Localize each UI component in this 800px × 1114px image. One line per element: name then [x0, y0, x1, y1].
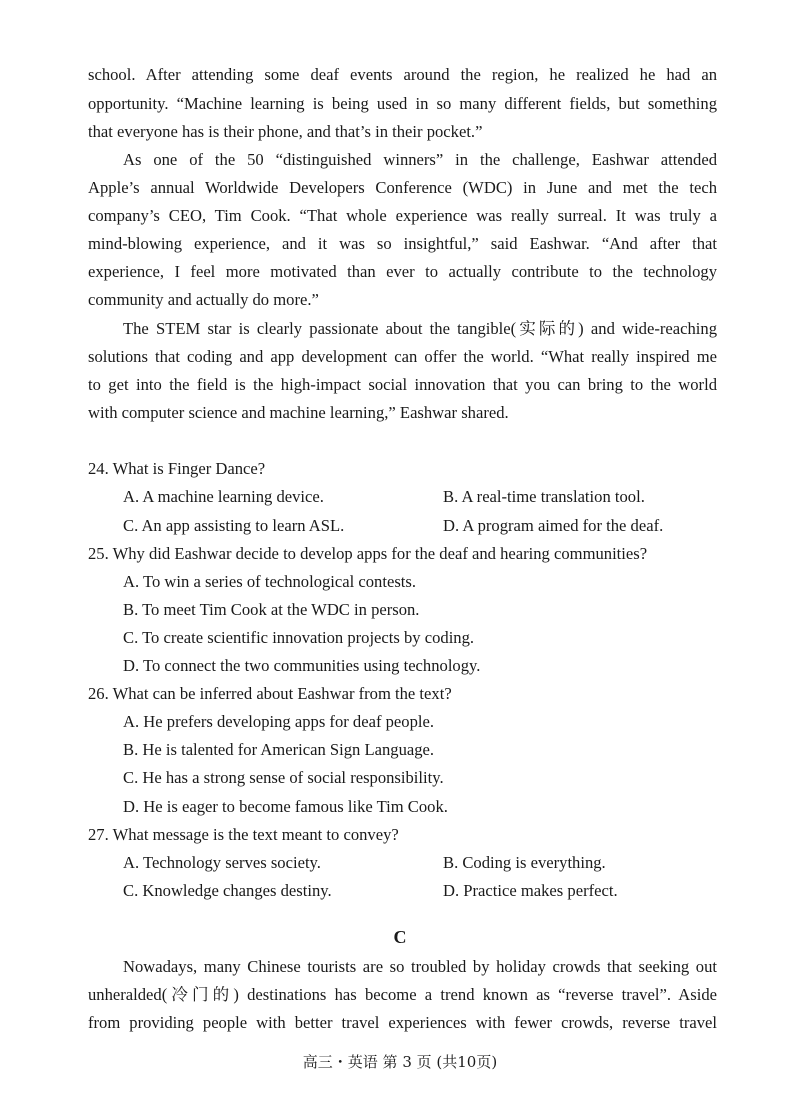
answer-option: D. To connect the two communities using technology. — [123, 656, 481, 675]
passage-line: As one of the 50 “distinguished winners” in the challenge, Eashwar attended — [123, 150, 717, 169]
passage-line: from providing people with better travel experiences with fewer crowds, reverse travel — [88, 1013, 717, 1032]
answer-option: D. A program aimed for the deaf. — [443, 516, 664, 535]
page-footer: 高三・英语 第 3 页 (共10页) — [302, 1053, 498, 1071]
answer-option: A. He prefers developing apps for deaf people. — [123, 712, 435, 731]
answer-option: C. Knowledge changes destiny. — [123, 881, 332, 900]
passage-line: Apple’s annual Worldwide Developers Conference (WDC) in June and met the tech — [88, 178, 717, 197]
question-stem: 26. What can be inferred about Eashwar from the text? — [88, 684, 452, 703]
passage-line: mind-blowing experience, and it was so insightful,” said Eashwar. “And after that — [88, 234, 717, 253]
answer-option: B. Coding is everything. — [443, 853, 606, 872]
answer-option: C. An app assisting to learn ASL. — [123, 516, 345, 535]
answer-option: D. Practice makes perfect. — [443, 881, 618, 900]
passage-line: community and actually do more.” — [88, 290, 319, 309]
passage-line: unheralded(冷门的) destinations has become a trend known as “reverse travel”. Aside — [88, 985, 717, 1004]
section-title: C — [393, 927, 407, 947]
answer-option: A. Technology serves society. — [123, 853, 321, 872]
passage-line: experience, I feel more motivated than ever to actually contribute to the technology — [88, 262, 717, 281]
passage-line: Nowadays, many Chinese tourists are so troubled by holiday crowds that seeking out — [123, 957, 717, 976]
answer-option: B. A real-time translation tool. — [443, 487, 645, 506]
answer-option: B. To meet Tim Cook at the WDC in person. — [123, 600, 420, 619]
answer-option: A. A machine learning device. — [123, 487, 324, 506]
answer-option: A. To win a series of technological contests. — [123, 572, 416, 591]
answer-option: B. He is talented for American Sign Language. — [123, 740, 435, 759]
question-stem: 24. What is Finger Dance? — [88, 459, 266, 478]
passage-line: that everyone has is their phone, and that’s in their pocket.” — [88, 122, 483, 141]
question-stem: 25. Why did Eashwar decide to develop apps for the deaf and hearing communities? — [88, 544, 648, 563]
passage-line: The STEM star is clearly passionate about the tangible(实际的) and wide-reaching — [123, 319, 717, 338]
passage-line: school. After attending some deaf events around the region, he realized he had an — [88, 65, 717, 84]
question-stem: 27. What message is the text meant to convey? — [88, 825, 399, 844]
passage-line: solutions that coding and app development can offer the world. “What really inspired me — [88, 347, 717, 366]
answer-option: C. He has a strong sense of social responsibility. — [123, 768, 444, 787]
answer-option: D. He is eager to become famous like Tim Cook. — [123, 797, 448, 816]
passage-line: with computer science and machine learning,” Eashwar shared. — [88, 403, 509, 422]
passage-line: to get into the field is the high-impact social innovation that you can bring to the world — [88, 375, 717, 394]
passage-line: company’s CEO, Tim Cook. “That whole experience was really surreal. It was truly a — [88, 206, 717, 225]
answer-option: C. To create scientific innovation projects by coding. — [123, 628, 475, 647]
passage-line: opportunity. “Machine learning is being used in so many different fields, but something — [88, 94, 717, 113]
